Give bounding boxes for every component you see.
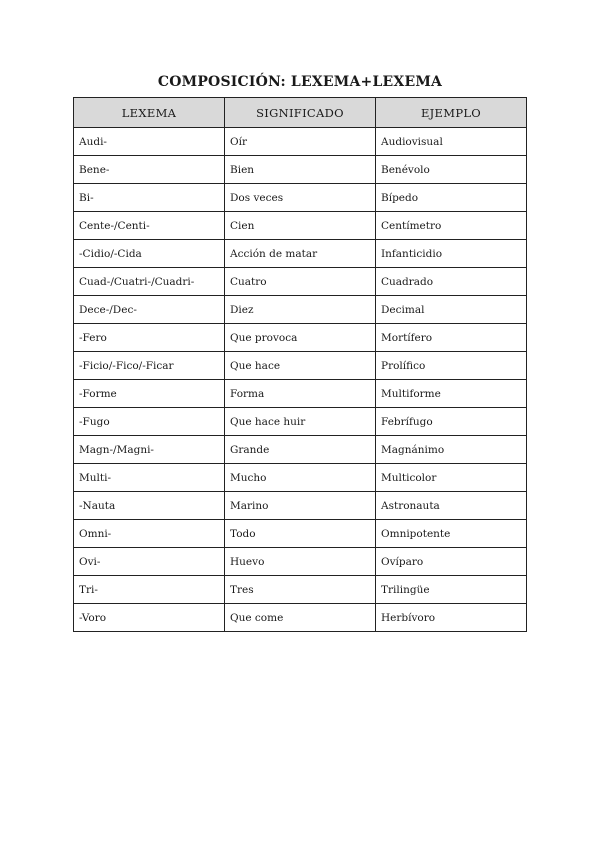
cell-ejemplo: Multiforme xyxy=(376,380,527,408)
cell-ejemplo: Mortífero xyxy=(376,324,527,352)
table-row xyxy=(74,156,527,184)
table-row xyxy=(74,128,527,156)
cell-lexema: Omni- xyxy=(74,520,225,548)
cell-significado: Huevo xyxy=(225,548,376,576)
table-header-row xyxy=(74,98,527,128)
cell-ejemplo: Infanticidio xyxy=(376,240,527,268)
cell-significado: Grande xyxy=(225,436,376,464)
table-row xyxy=(74,380,527,408)
cell-lexema: Cente-/Centi- xyxy=(74,212,225,240)
cell-ejemplo: Febrífugo xyxy=(376,408,527,436)
table-row xyxy=(74,240,527,268)
cell-lexema: Dece-/Dec- xyxy=(74,296,225,324)
cell-lexema: Magn-/Magni- xyxy=(74,436,225,464)
header-significado: SIGNIFICADO xyxy=(225,98,376,128)
cell-lexema: -Voro xyxy=(74,604,225,632)
cell-ejemplo: Ovíparo xyxy=(376,548,527,576)
cell-ejemplo: Trilingüe xyxy=(376,576,527,604)
table-row xyxy=(74,520,527,548)
cell-ejemplo: Bípedo xyxy=(376,184,527,212)
cell-significado: Marino xyxy=(225,492,376,520)
cell-significado: Bien xyxy=(225,156,376,184)
cell-ejemplo: Audiovisual xyxy=(376,128,527,156)
cell-significado: Mucho xyxy=(225,464,376,492)
lexema-table xyxy=(73,97,527,632)
cell-significado: Cuatro xyxy=(225,268,376,296)
cell-ejemplo: Centímetro xyxy=(376,212,527,240)
table-row xyxy=(74,548,527,576)
table-row xyxy=(74,464,527,492)
cell-significado: Forma xyxy=(225,380,376,408)
cell-significado: Cien xyxy=(225,212,376,240)
cell-significado: Oír xyxy=(225,128,376,156)
table-row xyxy=(74,184,527,212)
cell-lexema: Bene- xyxy=(74,156,225,184)
header-lexema: LEXEMA xyxy=(74,98,225,128)
table-row xyxy=(74,352,527,380)
cell-lexema: Multi- xyxy=(74,464,225,492)
cell-lexema: -Forme xyxy=(74,380,225,408)
header-ejemplo: EJEMPLO xyxy=(376,98,527,128)
table-row xyxy=(74,324,527,352)
cell-significado: Que hace xyxy=(225,352,376,380)
cell-lexema: Cuad-/Cuatri-/Cuadri- xyxy=(74,268,225,296)
table-row xyxy=(74,576,527,604)
cell-ejemplo: Cuadrado xyxy=(376,268,527,296)
cell-significado: Que provoca xyxy=(225,324,376,352)
cell-significado: Dos veces xyxy=(225,184,376,212)
cell-significado: Acción de matar xyxy=(225,240,376,268)
cell-ejemplo: Multicolor xyxy=(376,464,527,492)
table-row xyxy=(74,212,527,240)
cell-ejemplo: Herbívoro xyxy=(376,604,527,632)
page-title: COMPOSICIÓN: LEXEMA+LEXEMA xyxy=(157,74,443,90)
cell-lexema: -Fero xyxy=(74,324,225,352)
table-row xyxy=(74,604,527,632)
cell-lexema: Audi- xyxy=(74,128,225,156)
cell-ejemplo: Astronauta xyxy=(376,492,527,520)
cell-significado: Que hace huir xyxy=(225,408,376,436)
table-row xyxy=(74,408,527,436)
cell-significado: Que come xyxy=(225,604,376,632)
table-row xyxy=(74,492,527,520)
cell-ejemplo: Prolífico xyxy=(376,352,527,380)
cell-significado: Tres xyxy=(225,576,376,604)
table-row xyxy=(74,436,527,464)
table-row xyxy=(74,296,527,324)
cell-lexema: -Nauta xyxy=(74,492,225,520)
cell-significado: Diez xyxy=(225,296,376,324)
cell-lexema: -Cidio/-Cida xyxy=(74,240,225,268)
cell-ejemplo: Decimal xyxy=(376,296,527,324)
cell-lexema: Ovi- xyxy=(74,548,225,576)
cell-lexema: Bi- xyxy=(74,184,225,212)
cell-lexema: -Ficio/-Fico/-Ficar xyxy=(74,352,225,380)
cell-ejemplo: Omnipotente xyxy=(376,520,527,548)
cell-ejemplo: Benévolo xyxy=(376,156,527,184)
table-row xyxy=(74,268,527,296)
cell-lexema: Tri- xyxy=(74,576,225,604)
cell-significado: Todo xyxy=(225,520,376,548)
cell-lexema: -Fugo xyxy=(74,408,225,436)
cell-ejemplo: Magnánimo xyxy=(376,436,527,464)
